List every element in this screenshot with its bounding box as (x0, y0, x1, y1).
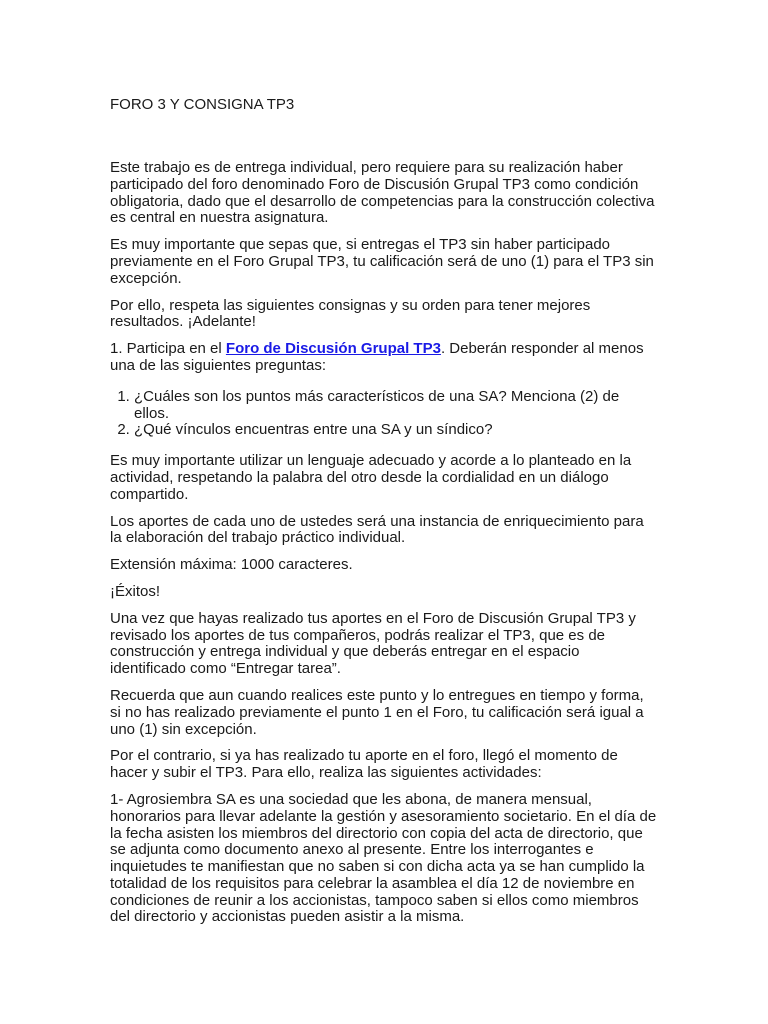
step-1-suffix: . Deberán responder al menos una de las siguientes preguntas: (110, 340, 644, 374)
paragraph-language: Es muy importante utilizar un lenguaje adecuado y acorde a lo planteado en la actividad, respetando la palabra del otro desde la cordialidad en un diálogo compartido. (110, 452, 632, 503)
paragraph-extension: Extensión máxima: 1000 caracteres. (110, 556, 353, 574)
step-1-prefix: 1. Participa en el (110, 340, 226, 358)
paragraph-after-forum: Una vez que hayas realizado tus aportes en el Foro de Discusión Grupal TP3 y revisado los aportes de tus compañeros, podrás realizar el TP3, que es de construcción y entrega individual y que deberás entregar en el espacio identificado como “Entregar tarea”. (110, 609, 636, 678)
questions-list (110, 389, 658, 439)
paragraph-contributions: Los aportes de cada uno de ustedes será una instancia de enriquecimiento para la elaboración del trabajo práctico individual. (110, 512, 644, 547)
paragraph-intro: Este trabajo es de entrega individual, pero requiere para su realización haber participado del foro denominado Foro de Discusión Grupal TP3 como condición obligatoria, dado que el desarrollo de competencias para la construcción colectiva es central en nuestra asignatura. (110, 159, 655, 227)
paragraph-case: 1- Agrosiembra SA es una sociedad que les abona, de manera mensual, honorarios para llevar adelante la gestión y asesoramiento societario. En el día de la fecha asisten los miembros del directorio con copia del acta de directorio, que se adjunta como documento anexo al presente. Entre los interrogantes e inquietudes te manifiestan que no saben si con dicha acta ya se han cumplido la totalidad de los requisitos para celebrar la asamblea el día 12 de noviembre en condiciones de reunir a los accionistas, tampoco saben si ellos como miembros del directorio y accionistas pueden asistir a la misma. (110, 790, 657, 926)
paragraph-reminder: Recuerda que aun cuando realices este punto y lo entregues en tiempo y forma, si no has realizado previamente el punto 1 en el Foro, tu calificación será igual a uno (1) sin excepción. (110, 686, 644, 738)
paragraph-step-1 (110, 341, 658, 375)
forum-link[interactable]: Foro de Discusión Grupal TP3 (225, 340, 441, 358)
paragraph-success: ¡Éxitos! (110, 582, 161, 600)
question-item: 2. ¿Qué vínculos encuentras entre una SA y un síndico? (134, 422, 658, 439)
paragraph-instructions: Por ello, respeta las siguientes consignas y su orden para tener mejores resultados. ¡Adelante! (110, 296, 591, 331)
paragraph-activities: Por el contrario, si ya has realizado tu aporte en el foro, llegó el momento de hacer y subir el TP3. Para ello, realiza las siguientes actividades: (110, 747, 618, 782)
question-item: 1. ¿Cuáles son los puntos más característicos de una SA? Menciona (2) de ellos. (134, 389, 658, 423)
paragraph-warning: Es muy importante que sepas que, si entregas el TP3 sin haber participado previamente en el Foro Grupal TP3, tu calificación será de uno (1) para el TP3 sin excepción. (110, 236, 654, 287)
document-title: FORO 3 Y CONSIGNA TP3 (110, 96, 295, 113)
